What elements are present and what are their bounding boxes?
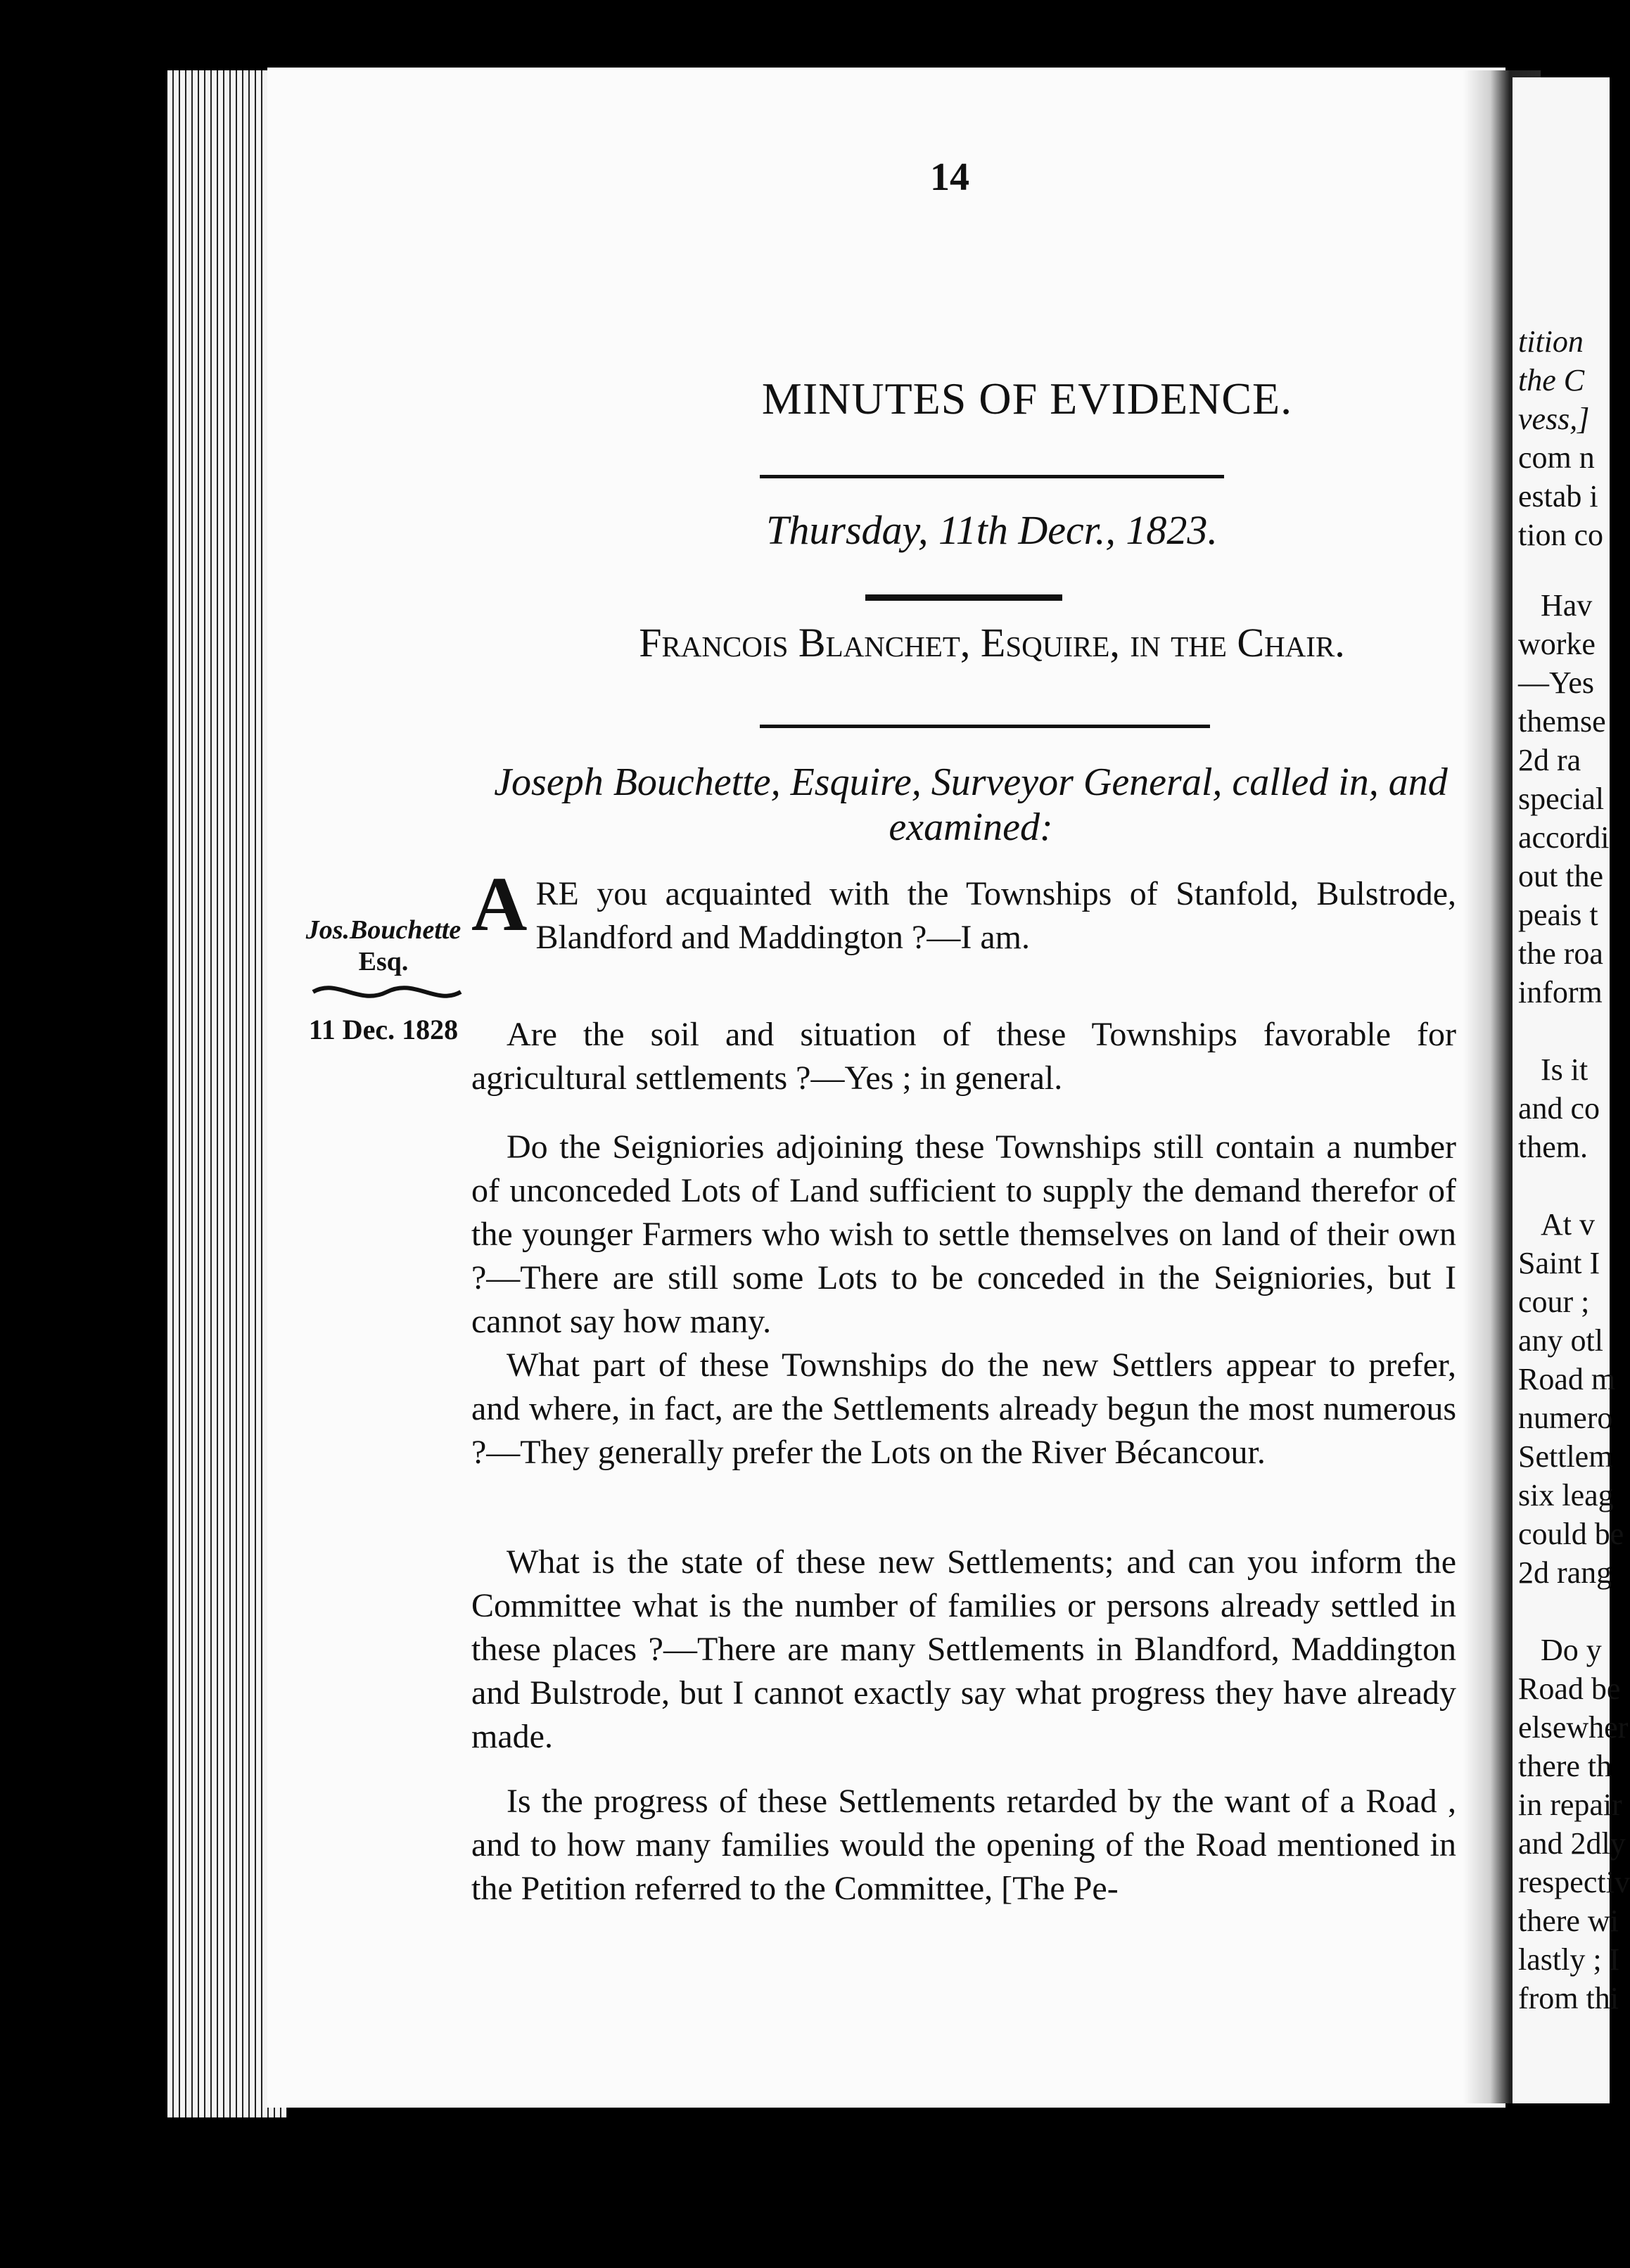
next-page-line: any otl xyxy=(1518,1323,1603,1358)
next-page-line: worke xyxy=(1518,627,1596,661)
next-page-line: in repair xyxy=(1518,1788,1622,1822)
next-page-line: themse xyxy=(1518,704,1606,739)
chair-line: Francois Blanchet, Esquire, in the Chair. xyxy=(639,620,1345,665)
next-page-line: out the xyxy=(1518,859,1603,893)
next-page-line: com n xyxy=(1518,440,1595,475)
next-page-line: Road be xyxy=(1518,1671,1621,1706)
next-page-line: there th xyxy=(1518,1749,1612,1783)
next-page-line: peais t xyxy=(1518,898,1598,932)
next-page-line: 2d rang xyxy=(1518,1555,1612,1590)
next-page-line: accordi xyxy=(1518,820,1610,855)
question-paragraph: What is the state of these new Settlements; and can you inform the Committee what is the number of families or persons already settled in these places ?—There are many Settlements in Blandford, Maddington and Bulstrode, but I cannot exactly say what progress they have already made. xyxy=(471,1543,1456,1755)
page-heading: MINUTES OF EVIDENCE. xyxy=(761,374,1293,423)
margin-date: 11 Dec. 1828 xyxy=(308,1014,459,1045)
next-page-line: and 2dly xyxy=(1518,1826,1626,1861)
next-page-line: there wi xyxy=(1518,1904,1619,1938)
next-page-line: the roa xyxy=(1518,936,1603,971)
margin-esquire: Esq. xyxy=(358,947,409,976)
next-page-line: tion co xyxy=(1518,518,1603,552)
date-line: Thursday, 11th Decr., 1823. xyxy=(766,507,1218,553)
flourish-ornament xyxy=(310,978,464,1006)
next-page-line: tition xyxy=(1518,324,1584,359)
next-page-line: Is it xyxy=(1541,1052,1588,1087)
next-page-line: Settlem xyxy=(1518,1439,1613,1474)
next-page-line: elsewher xyxy=(1518,1710,1629,1745)
next-page-line: respectiv xyxy=(1518,1865,1630,1899)
next-page-line: —Yes xyxy=(1518,665,1595,700)
question-paragraph xyxy=(471,861,1456,960)
question-paragraph: Are the soil and situation of these Townships favorable for agricultural settlements ?—Yes ; in general. xyxy=(471,1016,1456,1097)
question-paragraph: Is the progress of these Settlements retarded by the want of a Road , and to how many families would the opening of the Road mentioned in the Petition referred to the Committee, [The Pe- xyxy=(471,1783,1456,1907)
question-paragraph: Do the Seigniories adjoining these Townships still contain a number of unconceded Lots of Land sufficient to supply the demand therefor of the younger Farmers who wish to settle themselves on land of their own ?—There are still some Lots to be conceded in the Seigniories, but I cannot say how many. xyxy=(471,1128,1456,1340)
next-page-fragment xyxy=(1513,77,1630,2103)
divider-rule-short xyxy=(865,594,1062,601)
next-page-line: them. xyxy=(1518,1130,1588,1164)
divider-rule xyxy=(760,725,1210,728)
next-page-line: Road m xyxy=(1518,1362,1616,1396)
paragraph-text: RE you acquainted with the Townships of Stanfold, Bulstrode, Blandford and Maddington ?—I am. xyxy=(535,875,1456,956)
next-page-line: Saint I xyxy=(1518,1246,1600,1280)
next-page-line: cour ; xyxy=(1518,1285,1590,1319)
next-page-line: from thi xyxy=(1518,1981,1619,2015)
next-page-line: the C xyxy=(1518,363,1585,397)
next-page-line: 2d ra xyxy=(1518,743,1581,777)
witness-line: Joseph Bouchette, Esquire, Surveyor General, called in, and examined: xyxy=(494,760,1448,849)
drop-cap: A xyxy=(471,861,528,947)
next-page-line: special xyxy=(1518,782,1605,816)
page-number: 14 xyxy=(930,155,969,199)
next-page-line: lastly ; I xyxy=(1518,1942,1620,1977)
next-page-line: Do y xyxy=(1541,1633,1602,1667)
next-page-line: inform xyxy=(1518,975,1603,1009)
next-page-line: Hav xyxy=(1541,588,1593,623)
next-page-line: At v xyxy=(1541,1207,1595,1242)
divider-rule xyxy=(760,475,1224,478)
next-page-line: numero xyxy=(1518,1401,1613,1435)
next-page-line: and co xyxy=(1518,1091,1600,1126)
next-page-line: six leag xyxy=(1518,1478,1614,1512)
question-paragraph: What part of these Townships do the new Settlers appear to prefer, and where, in fact, are the Settlements already begun the most numerous ?—They generally prefer the Lots on the River Bécancour. xyxy=(471,1346,1456,1471)
margin-witness-name: Jos.Bouchette xyxy=(305,915,461,945)
next-page-line: estab i xyxy=(1518,479,1598,514)
next-page-line: could be xyxy=(1518,1517,1624,1551)
next-page-line: vess,] xyxy=(1518,402,1590,436)
